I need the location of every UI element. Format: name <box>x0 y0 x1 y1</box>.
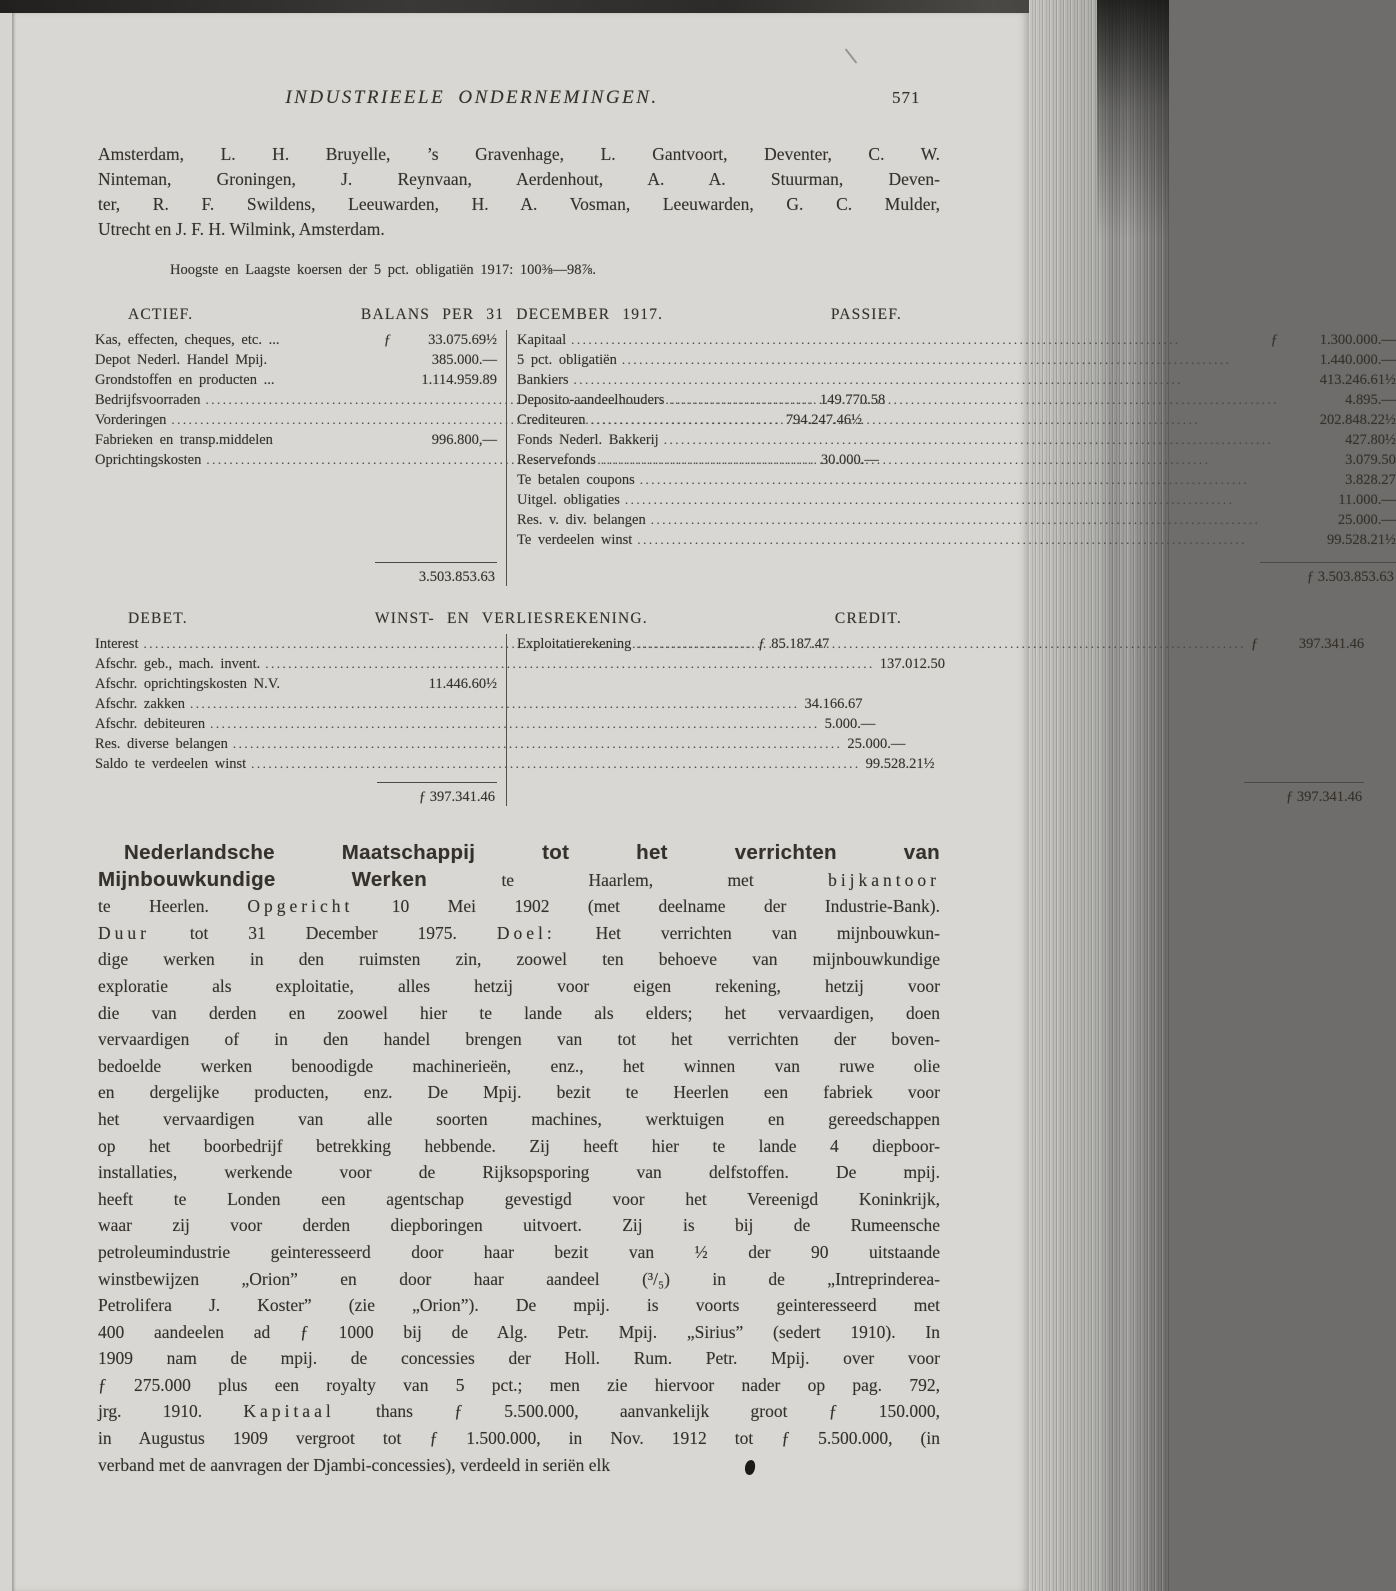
row-label: Fonds Nederl. Bakkerij <box>517 432 659 448</box>
table-row <box>517 510 1396 530</box>
text-segment: jrg. 1910. <box>98 1401 244 1422</box>
text-segment: Opgericht <box>247 896 354 917</box>
dot-leader <box>651 510 1279 530</box>
row-label: Grondstoffen en producten ... <box>95 372 275 388</box>
table-row <box>517 450 1396 470</box>
row-label: Crediteuren <box>517 412 586 428</box>
text-line <box>98 1026 940 1053</box>
dot-leader <box>622 350 1279 370</box>
text-segment: Duur <box>98 922 150 943</box>
dot-leader <box>636 634 1246 654</box>
table-row <box>517 490 1396 510</box>
row-label: Afschr. geb., mach. invent. <box>95 656 261 672</box>
text-line <box>98 1079 940 1106</box>
balans-title: BALANS PER 31 DECEMBER 1917. <box>360 306 664 323</box>
text-line <box>98 946 940 973</box>
row-amount: 11.446.60½ <box>428 676 497 692</box>
text-segment: petroleumindustrie geinteresseerd door haar bezit van ½ der 90 uitstaande <box>98 1241 940 1262</box>
row-label: Fabrieken en transp.middelen <box>95 432 273 448</box>
text-segment: Nederlandsche Maatschappij tot het verrichten van <box>124 841 940 864</box>
row-amount: 397.341.46 <box>1298 636 1365 652</box>
text-segment: 1909 nam de mpij. de concessies der Holl. Rum. Petr. Mpij. over voor <box>98 1348 940 1369</box>
text-segment: thans ƒ 5.500.000, aanvankelijk groot ƒ 150.000, <box>334 1401 940 1422</box>
table-row <box>517 430 1396 450</box>
row-label: Afschr. zakken <box>95 696 185 712</box>
debet-total-row <box>95 774 497 806</box>
actief-total-row <box>95 554 497 586</box>
text-line <box>98 1186 940 1213</box>
dot-leader <box>669 390 1279 410</box>
running-head <box>12 87 1029 115</box>
text-line <box>98 142 940 167</box>
text-line <box>98 1425 940 1452</box>
text-segment: Mijnbouwkundige Werken <box>98 867 428 891</box>
row-amount: 1.300.000.— <box>1319 332 1396 348</box>
text-segment: Het verrichten van mijnbouwkun- <box>555 922 940 943</box>
text-segment: te Heerlen. <box>98 896 248 917</box>
text-segment: Doel: <box>496 922 556 943</box>
row-amount: 99.528.21½ <box>865 756 935 772</box>
row-label: Kapitaal <box>517 332 567 348</box>
text-line <box>98 1000 940 1027</box>
row-amount: 137.012.50 <box>879 656 945 672</box>
scan-edge-top <box>0 0 1169 13</box>
row-label: Deposito-aandeelhouders <box>517 392 665 408</box>
credit-total: ƒ 397.341.46 <box>1244 782 1364 806</box>
text-line <box>98 1319 940 1346</box>
row-label: Afschr. oprichtingskosten N.V. <box>95 676 280 692</box>
currency-symbol: ƒ <box>383 332 391 348</box>
text-segment: bedoelde werken benoodigde machinerieën, enz., het winnen van ruwe olie <box>98 1055 940 1076</box>
text-segment: verband met de aanvragen der Djambi-concessies), verdeeld in seriën elk <box>98 1454 611 1475</box>
row-amount: 4.895.— <box>1345 392 1396 408</box>
credit-column <box>507 634 1364 806</box>
text-line <box>98 1053 940 1080</box>
passief-total: ƒ 3.503.853.63 <box>1260 562 1396 586</box>
text-segment: te Haarlem, met <box>427 869 829 890</box>
row-label: Kas, effecten, cheques, etc. ... <box>95 332 280 348</box>
text-line <box>98 1106 940 1133</box>
text-segment: het vervaardigen van alle soorten machines, werktuigen en gereedschappen <box>98 1108 940 1129</box>
row-amount: 85.187.47 <box>771 636 830 652</box>
text-line <box>98 1452 940 1479</box>
text-line <box>98 1239 940 1266</box>
table-row <box>95 754 935 774</box>
row-label: Exploitatierekening <box>517 636 632 652</box>
row-amount: 25.000.— <box>847 736 906 752</box>
text-segment: Ninteman, Groningen, J. Reynvaan, Aerdenhout, A. A. Stuurman, Deven- <box>98 169 940 189</box>
table-row <box>95 654 945 674</box>
row-amount: 427.80½ <box>1345 432 1396 448</box>
table-row <box>95 734 906 754</box>
row-label: Vorderingen <box>95 412 167 428</box>
text-line <box>98 217 940 242</box>
table-row <box>517 470 1396 490</box>
text-segment: waar zij voor derden diepboringen uitvoert. Zij is bij de Rumeensche <box>98 1215 940 1236</box>
text-segment: exploratie als exploitatie, alles hetzij voor eigen rekening, hetzij voor <box>98 975 940 996</box>
dot-leader <box>574 370 1279 390</box>
pencil-mark <box>845 48 858 63</box>
dot-leader <box>637 530 1279 550</box>
text-line <box>98 167 940 192</box>
text-line <box>98 1372 940 1399</box>
text-segment: tot 31 December 1975. <box>149 922 497 943</box>
row-amount: 33.075.69½ <box>428 332 497 348</box>
passief-label: PASSIEF. <box>830 306 902 323</box>
actief-total: 3.503.853.63 <box>375 562 497 586</box>
text-segment: in Augustus 1909 vergroot tot ƒ 1.500.000, in Nov. 1912 tot ƒ 5.500.000, (in <box>98 1428 940 1449</box>
text-line <box>98 1159 940 1186</box>
table-row <box>517 410 1396 430</box>
actief-label: ACTIEF. <box>128 306 194 323</box>
text-segment: Amsterdam, L. H. Bruyelle, ’s Gravenhage, L. Gantvoort, Deventer, C. W. <box>98 144 940 164</box>
text-segment: Kapitaal <box>243 1401 335 1422</box>
text-segment: Petrolifera J. Koster” (zie „Orion”). De mpij. is voorts geinteresseerd met <box>98 1295 940 1316</box>
dot-leader <box>590 410 1278 430</box>
row-amount: 149.770.58 <box>820 392 886 408</box>
text-segment: 400 aandeelen ad ƒ 1000 bij de Alg. Petr. Mpij. „Sirius” (sedert 1910). In <box>98 1321 940 1342</box>
row-amount: 30.000.— <box>820 452 879 468</box>
row-amount: 3.079.50 <box>1345 452 1396 468</box>
row-label: Interest <box>95 636 139 652</box>
text-line <box>98 1292 940 1319</box>
running-head-title: INDUSTRIEELE ONDERNEMINGEN. <box>285 87 659 108</box>
table-row <box>517 330 1396 350</box>
balans-columns <box>95 330 1396 586</box>
row-amount: 1.440.000.— <box>1319 352 1396 368</box>
text-line <box>98 893 940 920</box>
row-label: Uitgel. obligaties <box>517 492 620 508</box>
winst-verlies-columns <box>95 634 1365 806</box>
company-article <box>98 840 940 1478</box>
koersen-line: Hoogste en Laagste koersen der 5 pct. obligatiën 1917: 100⅜—98⅞. <box>170 262 597 278</box>
row-label: Bedrijfsvoorraden <box>95 392 201 408</box>
text-line <box>98 1266 940 1293</box>
row-label: 5 pct. obligatiën <box>517 352 617 368</box>
row-amount: 34.166.67 <box>804 696 863 712</box>
text-line <box>98 920 940 947</box>
text-line <box>98 1345 940 1372</box>
row-amount: 3.828.27 <box>1345 472 1396 488</box>
row-label: Res. v. div. belangen <box>517 512 646 528</box>
row-amount: 996.800,— <box>431 432 497 448</box>
text-line <box>98 1133 940 1160</box>
table-row <box>95 330 497 350</box>
debet-label: DEBET. <box>128 610 188 627</box>
balans-header <box>95 304 928 328</box>
table-row <box>517 634 1364 654</box>
text-segment: winstbewijzen „Orion” en door haar aandeel (³/₅) in de „Intreprinderea- <box>98 1268 940 1289</box>
text-line <box>98 1212 940 1239</box>
row-amount: 794.247.46½ <box>785 412 863 428</box>
row-label: Saldo te verdeelen winst <box>95 756 247 772</box>
dot-leader <box>664 430 1279 450</box>
text-segment: 10 Mei 1902 (met deelname der Industrie-Bank). <box>353 896 940 917</box>
text-segment: bijkantoor <box>828 869 940 890</box>
row-amount: 1.114.959.89 <box>421 372 497 388</box>
dot-leader <box>640 470 1279 490</box>
text-segment: op het boorbedrijf betrekking hebbende. Zij heeft hier te lande 4 diepboor- <box>98 1135 940 1156</box>
row-amount: 11.000.— <box>1338 492 1396 508</box>
winst-verlies-title: WINST- EN VERLIESREKENING. <box>374 610 648 627</box>
passief-column <box>507 330 1396 586</box>
row-label: Oprichtingskosten <box>95 452 202 468</box>
row-label: Afschr. debiteuren <box>95 716 206 732</box>
table-row <box>517 370 1396 390</box>
page-number: 571 <box>892 88 921 107</box>
winst-verlies-table <box>95 608 1365 806</box>
text-segment: ƒ 275.000 plus een royalty van 5 pct.; men zie hiervoor nader op pag. 792, <box>98 1374 940 1395</box>
row-amount: 5.000.— <box>824 716 876 732</box>
text-segment: installaties, werkende voor de Rijksopsporing van delfstoffen. De mpij. <box>98 1162 940 1183</box>
text-line <box>98 192 940 217</box>
winst-verlies-header <box>95 608 928 632</box>
book-spine-shadow <box>1097 0 1169 240</box>
page-571 <box>12 13 1396 1591</box>
text-line <box>98 1398 940 1425</box>
balans-table <box>95 304 1396 586</box>
row-amount: 99.528.21½ <box>1327 532 1396 548</box>
dot-leader <box>601 450 1279 470</box>
table-row <box>95 370 497 390</box>
text-segment: en dergelijke producten, enz. De Mpij. bezit te Heerlen een fabriek voor <box>98 1082 940 1103</box>
text-line <box>98 840 940 867</box>
table-row <box>95 350 497 370</box>
currency-symbol: ƒ <box>757 636 766 652</box>
credit-total-row <box>517 774 1364 806</box>
table-row <box>517 390 1396 410</box>
text-segment: Utrecht en J. F. H. Wilmink, Amsterdam. <box>98 219 385 239</box>
row-amount: 202.848.22½ <box>1319 412 1396 428</box>
text-line <box>98 973 940 1000</box>
credit-label: CREDIT. <box>834 610 902 627</box>
table-row <box>95 674 497 694</box>
debet-total: ƒ 397.341.46 <box>377 782 497 806</box>
currency-symbol: ƒ <box>1250 636 1259 652</box>
text-segment: dige werken in den ruimsten zin, zoowel ten behoeve van mijnbouwkundige <box>98 949 940 970</box>
row-amount: 413.246.61½ <box>1319 372 1396 388</box>
row-label: Depot Nederl. Handel Mpij. <box>95 352 268 368</box>
row-label: Bankiers <box>517 372 569 388</box>
row-amount: 25.000.— <box>1337 512 1396 528</box>
currency-symbol: ƒ <box>1270 332 1278 348</box>
table-row <box>517 350 1396 370</box>
passief-total-row <box>517 554 1396 586</box>
text-segment: heeft te Londen een agentschap gevestigd voor het Vereenigd Koninkrijk, <box>98 1188 940 1209</box>
text-segment: die van derden en zoowel hier te lande als elders; het vervaardigen, doen <box>98 1002 940 1023</box>
row-label: Te betalen coupons <box>517 472 635 488</box>
commissarissen-paragraph <box>98 142 940 242</box>
dot-leader <box>625 490 1279 510</box>
row-label: Res. diverse belangen <box>95 736 228 752</box>
table-row <box>95 430 497 450</box>
text-segment: ter, R. F. Swildens, Leeuwarden, H. A. Vosman, Leeuwarden, G. C. Mulder, <box>98 194 940 214</box>
dot-leader <box>571 330 1266 350</box>
row-label: Reservefonds <box>517 452 596 468</box>
row-amount: 385.000.— <box>431 352 497 368</box>
text-segment: vervaardigen of in den handel brengen van tot het verrichten der boven- <box>98 1029 940 1050</box>
row-label: Te verdeelen winst <box>517 532 633 548</box>
text-line <box>98 867 940 894</box>
table-row <box>95 694 863 714</box>
table-row <box>517 530 1396 550</box>
table-row <box>95 714 876 734</box>
